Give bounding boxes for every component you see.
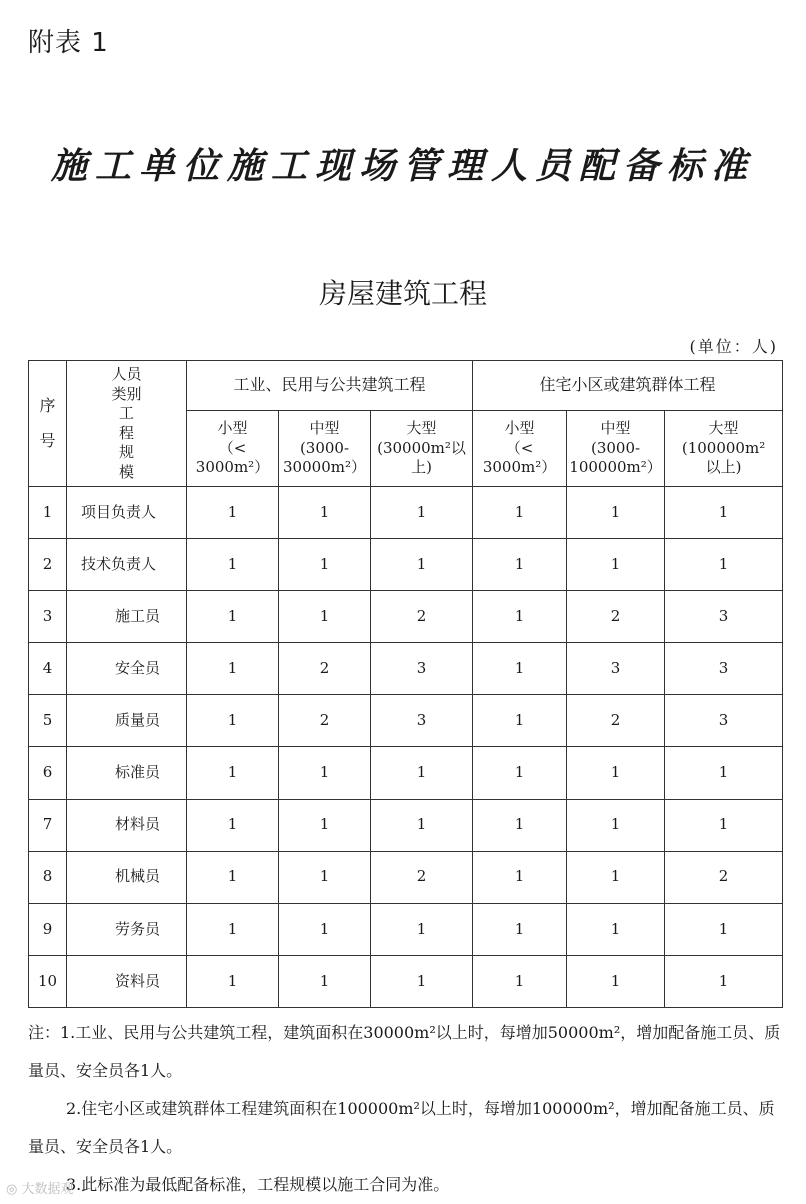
- count-cell: 1: [665, 799, 783, 851]
- staff-role-cell: 质量员: [67, 695, 187, 747]
- seq-cell: 5: [29, 695, 67, 747]
- table-row: [29, 851, 783, 903]
- count-cell: 2: [665, 851, 783, 903]
- scale-subheader: 大型 (100000m² 以上): [665, 411, 783, 487]
- count-cell: 1: [473, 695, 567, 747]
- scale-subheader: 中型 (3000- 30000m²）: [279, 411, 371, 487]
- count-cell: 3: [567, 643, 665, 695]
- count-cell: 2: [279, 695, 371, 747]
- count-cell: 1: [187, 851, 279, 903]
- sub-title: 房屋建筑工程: [318, 277, 487, 310]
- group-header-public: 工业、民用与公共建筑工程: [187, 361, 473, 411]
- count-cell: 2: [371, 851, 473, 903]
- table-row: [29, 799, 783, 851]
- count-cell: 1: [187, 747, 279, 799]
- staff-role-cell: 项目负责人: [67, 487, 187, 539]
- staff-role-cell: 资料员: [67, 955, 187, 1007]
- count-cell: 1: [473, 903, 567, 955]
- count-cell: 1: [371, 955, 473, 1007]
- table-row: [29, 643, 783, 695]
- count-cell: 1: [567, 747, 665, 799]
- count-cell: 3: [665, 643, 783, 695]
- count-cell: 1: [567, 851, 665, 903]
- count-cell: 2: [371, 591, 473, 643]
- count-cell: 1: [187, 643, 279, 695]
- unit-note: (单位：人): [689, 337, 778, 356]
- count-cell: 1: [473, 851, 567, 903]
- count-cell: 1: [187, 591, 279, 643]
- staff-role-cell: 劳务员: [67, 903, 187, 955]
- seq-cell: 3: [29, 591, 67, 643]
- count-cell: 3: [665, 695, 783, 747]
- table-row: [29, 695, 783, 747]
- count-cell: 2: [567, 591, 665, 643]
- watermark-text: 大数据观: [21, 1182, 74, 1197]
- category-diagonal-header: 人员 类别 工 程 规 模: [67, 361, 187, 487]
- count-cell: 1: [567, 799, 665, 851]
- count-cell: 1: [187, 695, 279, 747]
- staff-role-cell: 施工员: [67, 591, 187, 643]
- count-cell: 1: [187, 487, 279, 539]
- seq-cell: 1: [29, 487, 67, 539]
- staffing-table: [28, 360, 783, 1008]
- count-cell: 1: [187, 955, 279, 1007]
- scale-subheader: 中型 (3000- 100000m²）: [567, 411, 665, 487]
- count-cell: 1: [279, 903, 371, 955]
- count-cell: 1: [567, 903, 665, 955]
- count-cell: 1: [279, 591, 371, 643]
- watermark-logo: [6, 1178, 74, 1197]
- seq-cell: 6: [29, 747, 67, 799]
- seq-cell: 8: [29, 851, 67, 903]
- count-cell: 3: [371, 643, 473, 695]
- count-cell: 1: [279, 747, 371, 799]
- staff-role-cell: 机械员: [67, 851, 187, 903]
- seq-header: 序 号: [29, 361, 67, 487]
- notes: [28, 1014, 782, 1204]
- scale-subheader: 小型 （< 3000m²）: [473, 411, 567, 487]
- count-cell: 1: [279, 539, 371, 591]
- count-cell: 1: [665, 955, 783, 1007]
- staff-role-cell: 标准员: [67, 747, 187, 799]
- count-cell: 1: [279, 487, 371, 539]
- count-cell: 2: [567, 695, 665, 747]
- table-row: [29, 747, 783, 799]
- main-title: 施工单位施工现场管理人员配备标准: [50, 145, 755, 187]
- staff-role-cell: 技术负责人: [67, 539, 187, 591]
- annex-label: 附表 1: [28, 28, 109, 58]
- count-cell: 1: [473, 799, 567, 851]
- count-cell: 2: [279, 643, 371, 695]
- count-cell: 1: [187, 539, 279, 591]
- count-cell: 1: [279, 955, 371, 1007]
- note-2: 2.住宅小区或建筑群体工程建筑面积在100000m²以上时，每增加100000m²，增加配备施工员、质量员、安全员各1人。: [28, 1099, 775, 1156]
- count-cell: 1: [279, 851, 371, 903]
- count-cell: 1: [665, 487, 783, 539]
- count-cell: 1: [473, 955, 567, 1007]
- seq-cell: 9: [29, 903, 67, 955]
- count-cell: 1: [567, 955, 665, 1007]
- count-cell: 1: [371, 539, 473, 591]
- seq-cell: 10: [29, 955, 67, 1007]
- table-row: [29, 487, 783, 539]
- count-cell: 1: [371, 747, 473, 799]
- staff-role-cell: 材料员: [67, 799, 187, 851]
- table-row: [29, 591, 783, 643]
- count-cell: 1: [567, 539, 665, 591]
- count-cell: 1: [473, 539, 567, 591]
- seq-cell: 2: [29, 539, 67, 591]
- scale-subheader: 小型 （< 3000m²）: [187, 411, 279, 487]
- count-cell: 1: [473, 747, 567, 799]
- count-cell: 1: [187, 903, 279, 955]
- count-cell: 1: [371, 799, 473, 851]
- note-1: 注：1.工业、民用与公共建筑工程，建筑面积在30000m²以上时，每增加50000m²，增加配备施工员、质量员、安全员各1人。: [28, 1023, 781, 1080]
- count-cell: 1: [665, 747, 783, 799]
- table-row: [29, 539, 783, 591]
- count-cell: 1: [567, 487, 665, 539]
- count-cell: 1: [473, 487, 567, 539]
- count-cell: 3: [665, 591, 783, 643]
- group-header-residential: 住宅小区或建筑群体工程: [473, 361, 783, 411]
- count-cell: 1: [187, 799, 279, 851]
- count-cell: 3: [371, 695, 473, 747]
- staff-role-cell: 安全员: [67, 643, 187, 695]
- count-cell: 1: [371, 487, 473, 539]
- table-row: [29, 955, 783, 1007]
- count-cell: 1: [371, 903, 473, 955]
- count-cell: 1: [279, 799, 371, 851]
- table-row: [29, 903, 783, 955]
- count-cell: 1: [665, 539, 783, 591]
- count-cell: 1: [473, 591, 567, 643]
- seq-cell: 7: [29, 799, 67, 851]
- count-cell: 1: [473, 643, 567, 695]
- scale-subheader: 大型 (30000m²以 上): [371, 411, 473, 487]
- seq-cell: 4: [29, 643, 67, 695]
- count-cell: 1: [665, 903, 783, 955]
- note-3: 3.此标准为最低配备标准，工程规模以施工合同为准。: [66, 1175, 450, 1194]
- watermark-icon: ◎: [6, 1182, 22, 1197]
